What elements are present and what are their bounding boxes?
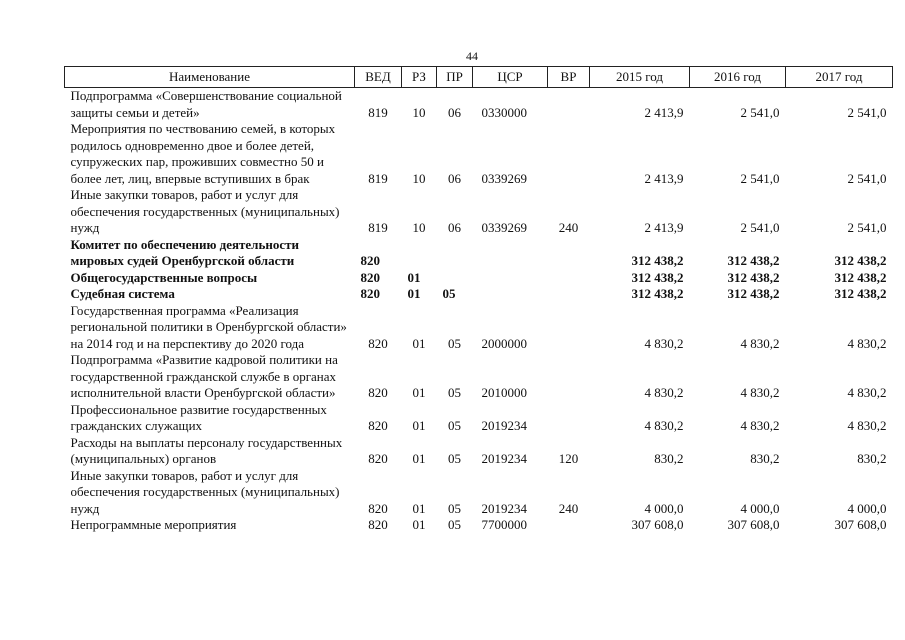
- row-2016: 312 438,2: [727, 286, 780, 301]
- row-ved: 820: [368, 385, 388, 400]
- header-2016: 2016 год: [690, 67, 786, 88]
- row-rz: 01: [412, 385, 426, 400]
- table-row: [65, 468, 893, 518]
- row-2017: 307 608,0: [834, 517, 887, 532]
- row-2017: 4 830,2: [847, 335, 887, 351]
- row-ved: 820: [368, 517, 388, 532]
- row-2016: 4 830,2: [740, 385, 780, 400]
- row-2015: 4 830,2: [644, 418, 684, 433]
- row-name: Профессиональное развитие государственных гражданских служащих: [70, 401, 327, 433]
- row-2015: 4 830,2: [644, 385, 684, 400]
- header-csr: ЦСР: [473, 67, 548, 88]
- table-row: [65, 286, 893, 303]
- row-rz: [402, 237, 437, 270]
- row-2017: 830,2: [857, 451, 887, 466]
- row-vr: [548, 303, 590, 353]
- header-name: Наименование: [65, 67, 355, 88]
- row-ved: 820: [368, 335, 388, 351]
- header-2017: 2017 год: [786, 67, 893, 88]
- table-row: [65, 270, 893, 287]
- row-vr: [548, 237, 590, 270]
- row-csr: 2010000: [481, 385, 527, 400]
- table-row: [65, 402, 893, 435]
- table-row: [65, 121, 893, 187]
- row-vr: [548, 88, 590, 122]
- row-rz: 01: [412, 500, 426, 516]
- row-ved: 819: [368, 104, 388, 120]
- row-2016: 2 541,0: [740, 220, 780, 235]
- row-name: Мероприятия по чествованию семей, в которых родилось одновременно двое и более детей, супружеских пар, проживших совместно 50 и более лет, лиц, впервые вступивших в брак: [70, 121, 336, 186]
- row-vr: [548, 286, 590, 303]
- row-name: Судебная система: [70, 286, 175, 301]
- row-vr: [548, 352, 590, 402]
- row-name: Государственная программа «Реализация региональной политики в Оренбургской области» на 2014 год и на перспективу до 2020 года: [70, 302, 347, 351]
- row-vr: [548, 402, 590, 435]
- row-ved: 820: [360, 286, 380, 301]
- row-rz: 01: [412, 418, 426, 433]
- row-2016: 830,2: [750, 451, 780, 466]
- row-2016: 4 000,0: [740, 500, 780, 516]
- row-vr: 240: [558, 500, 579, 516]
- row-2017: 312 438,2: [834, 269, 887, 285]
- row-2016: 2 541,0: [740, 170, 780, 186]
- row-csr: 0330000: [481, 104, 527, 120]
- row-ved: 820: [368, 418, 388, 433]
- row-vr: 240: [558, 220, 579, 235]
- row-pr: [437, 237, 473, 270]
- table-row: [65, 88, 893, 122]
- row-pr: 05: [448, 335, 461, 351]
- row-2015: 312 438,2: [631, 286, 684, 301]
- row-csr: [473, 286, 548, 303]
- row-pr: 05: [448, 418, 461, 433]
- row-name: Иные закупки товаров, работ и услуг для обеспечения государственных (муниципальных) нужд: [70, 187, 340, 235]
- row-2017: 312 438,2: [834, 286, 887, 301]
- row-2017: 4 830,2: [847, 418, 887, 433]
- row-2017: 2 541,0: [847, 170, 887, 186]
- table-row: [65, 517, 893, 534]
- row-name: Расходы на выплаты персоналу государственных (муниципальных) органов: [70, 434, 343, 466]
- row-2015: 4 000,0: [644, 500, 684, 516]
- page-number: 44: [466, 49, 478, 63]
- row-csr: 2000000: [481, 335, 527, 351]
- row-pr: 05: [442, 286, 456, 301]
- row-ved: 820: [368, 500, 388, 516]
- row-2017: 312 438,2: [834, 253, 887, 268]
- row-rz: 10: [412, 104, 426, 120]
- row-2017: 4 830,2: [847, 385, 887, 400]
- row-2015: 2 413,9: [644, 170, 684, 186]
- table-row: [65, 237, 893, 270]
- row-2015: 4 830,2: [644, 335, 684, 351]
- row-2016: 307 608,0: [727, 517, 780, 532]
- row-name: Комитет по обеспечению деятельности мировых судей Оренбургской области: [70, 236, 299, 268]
- row-name: Общегосударственные вопросы: [70, 269, 258, 285]
- header-rz: РЗ: [402, 67, 437, 88]
- table-row: [65, 435, 893, 468]
- table-row: [65, 352, 893, 402]
- row-2016: 2 541,0: [740, 104, 780, 120]
- row-name: Иные закупки товаров, работ и услуг для обеспечения государственных (муниципальных) нужд: [70, 467, 340, 516]
- row-vr: 120: [558, 451, 579, 466]
- row-name: Подпрограмма «Развитие кадровой политики на государственной гражданской службе в органах исполнительной власти Оренбургской области»: [70, 352, 338, 400]
- row-csr: [473, 237, 548, 270]
- row-vr: [548, 270, 590, 287]
- row-rz: 01: [412, 517, 426, 532]
- row-ved: 819: [368, 170, 388, 186]
- row-2015: 312 438,2: [631, 269, 684, 285]
- row-pr: 06: [448, 220, 461, 235]
- row-2015: 312 438,2: [631, 253, 684, 268]
- row-csr: 0339269: [481, 220, 527, 235]
- table-row: [65, 187, 893, 237]
- row-pr: 06: [448, 104, 461, 120]
- row-csr: 2019234: [481, 500, 527, 516]
- row-2016: 312 438,2: [727, 269, 780, 285]
- row-csr: 0339269: [481, 170, 527, 186]
- row-csr: 2019234: [481, 418, 527, 433]
- row-ved: 820: [360, 253, 380, 268]
- budget-table: [64, 66, 893, 534]
- row-csr: 7700000: [481, 517, 527, 532]
- row-pr: 05: [448, 517, 461, 532]
- row-ved: 820: [368, 451, 388, 466]
- row-pr: 05: [448, 385, 461, 400]
- row-vr: [548, 517, 590, 534]
- row-2017: 2 541,0: [847, 220, 887, 235]
- row-pr: [437, 270, 473, 287]
- row-csr: 2019234: [481, 451, 527, 466]
- row-pr: 05: [448, 500, 461, 516]
- table-row: [65, 303, 893, 353]
- row-2016: 4 830,2: [740, 335, 780, 351]
- header-pr: ПР: [437, 67, 473, 88]
- row-rz: 01: [407, 269, 421, 285]
- row-pr: 05: [448, 451, 461, 466]
- row-rz: 10: [412, 220, 426, 235]
- row-2017: 4 000,0: [847, 500, 887, 516]
- row-vr: [548, 121, 590, 187]
- row-2017: 2 541,0: [847, 104, 887, 120]
- row-name: Непрограммные мероприятия: [70, 517, 237, 532]
- header-2015: 2015 год: [590, 67, 690, 88]
- row-rz: 01: [412, 451, 426, 466]
- row-rz: 01: [407, 286, 421, 301]
- row-2015: 2 413,9: [644, 220, 684, 235]
- row-rz: 10: [412, 170, 426, 186]
- row-rz: 01: [412, 335, 426, 351]
- row-ved: 819: [368, 220, 388, 235]
- row-2016: 312 438,2: [727, 253, 780, 268]
- row-2015: 2 413,9: [644, 104, 684, 120]
- row-2016: 4 830,2: [740, 418, 780, 433]
- row-ved: 820: [360, 269, 380, 285]
- row-name: Подпрограмма «Совершенствование социальной защиты семьи и детей»: [70, 88, 342, 120]
- header-vr: ВР: [548, 67, 590, 88]
- row-pr: 06: [448, 170, 461, 186]
- row-2015: 830,2: [654, 451, 684, 466]
- row-csr: [473, 270, 548, 287]
- row-2015: 307 608,0: [631, 517, 684, 532]
- table-header-row: [65, 67, 893, 88]
- header-ved: ВЕД: [355, 67, 402, 88]
